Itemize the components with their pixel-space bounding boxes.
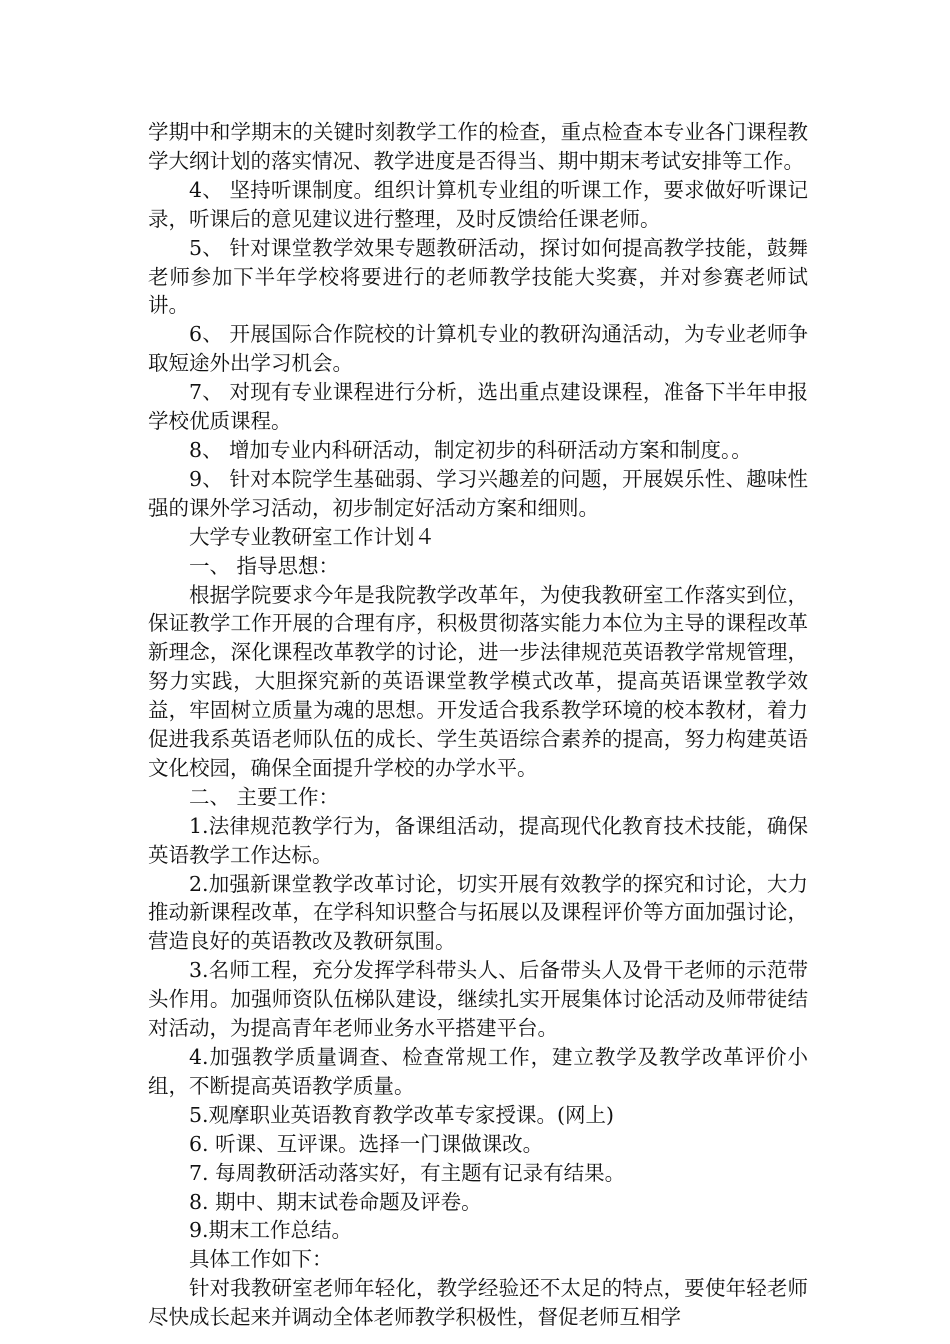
paragraph-21: 针对我教研室老师年轻化，教学经验还不太足的特点，要使年轻老师尽快成长起来并调动全体老师教学积极性，督促老师互相学: [148, 1276, 808, 1330]
paragraph-9: 根据学院要求今年是我院教学改革年，为使我教研室工作落实到位，保证教学工作开展的合理有序，积极贯彻落实能力本位为主导的课程改革新理念，深化课程改革教学的讨论，进一步法律规范英语教学常规管理，努力实践，大胆探究新的英语课堂教学模式改革，提高英语课堂教学效益，牢固树立质量为魂的思想。开发适合我系教学环境的校本教材，着力促进我系英语老师队伍的成长、学生英语综合素养的提高，努力构建英语文化校园，确保全面提升学校的办学水平。: [148, 582, 808, 780]
paragraph-6: 9、 针对本院学生基础弱、学习兴趣差的问题，开展娱乐性、趣味性强的课外学习活动，初步制定好活动方案和细则。: [148, 466, 808, 520]
paragraph-18: 8. 期中、期末试卷命题及评卷。: [189, 1189, 482, 1214]
heading-details: 具体工作如下：: [189, 1247, 333, 1272]
paragraph-14: 4.加强教学质量调查、检查常规工作，建立教学及教学改革评价小组，不断提高英语教学质量。: [148, 1045, 808, 1098]
section-title: 大学专业教研室工作计划４: [189, 524, 435, 549]
paragraph-11: 1.法律规范教学行为，备课组活动，提高现代化教育技术技能，确保英语教学工作达标。: [148, 813, 808, 867]
paragraph-12: 2.加强新课堂教学改革讨论，切实开展有效教学的探究和讨论，大力推动新课程改革，在学科知识整合与拓展以及课程评价等方面加强讨论，营造良好的英语教改及教研氛围。: [148, 871, 808, 954]
document-page: [148, 118, 808, 1332]
paragraph-3: 6、 开展国际合作院校的计算机专业的教研沟通活动，为专业老师争取短途外出学习机会。: [148, 322, 808, 376]
paragraph-19: 9.期末工作总结。: [189, 1218, 353, 1243]
paragraph-0: 学期中和学期末的关键时刻教学工作的检查，重点检查本专业各门课程教学大纲计划的落实情况、教学进度是否得当、期中期末考试安排等工作。: [148, 120, 808, 173]
paragraph-4: 7、 对现有专业课程进行分析，选出重点建设课程，准备下半年申报学校优质课程。: [148, 380, 808, 434]
paragraph-15: 5.观摩职业英语教育教学改革专家授课。(网上): [189, 1102, 615, 1127]
heading-main-work: 二、 主要工作：: [189, 784, 340, 809]
paragraph-2: 5、 针对课堂教学效果专题教研活动，探讨如何提高教学技能，鼓舞老师参加下半年学校将要进行的老师教学技能大奖赛，并对参赛老师试讲。: [148, 235, 808, 318]
paragraph-13: 3.名师工程，充分发挥学科带头人、后备带头人及骨干老师的示范带头作用。加强师资队伍梯队建设，继续扎实开展集体讨论活动及师带徒结对活动，为提高青年老师业务水平搭建平台。: [148, 958, 808, 1041]
paragraph-5: 8、 增加专业内科研活动，制定初步的科研活动方案和制度。。: [189, 437, 752, 462]
paragraph-1: 4、 坚持听课制度。组织计算机专业组的听课工作，要求做好听课记录，听课后的意见建议进行整理，及时反馈给任课老师。: [148, 177, 808, 231]
paragraph-16: 6. 听课、互评课。选择一门课做课改。: [189, 1131, 544, 1156]
paragraph-17: 7. 每周教研活动落实好，有主题有记录有结果。: [189, 1160, 626, 1185]
heading-guiding-thought: 一、 指导思想：: [189, 553, 340, 578]
